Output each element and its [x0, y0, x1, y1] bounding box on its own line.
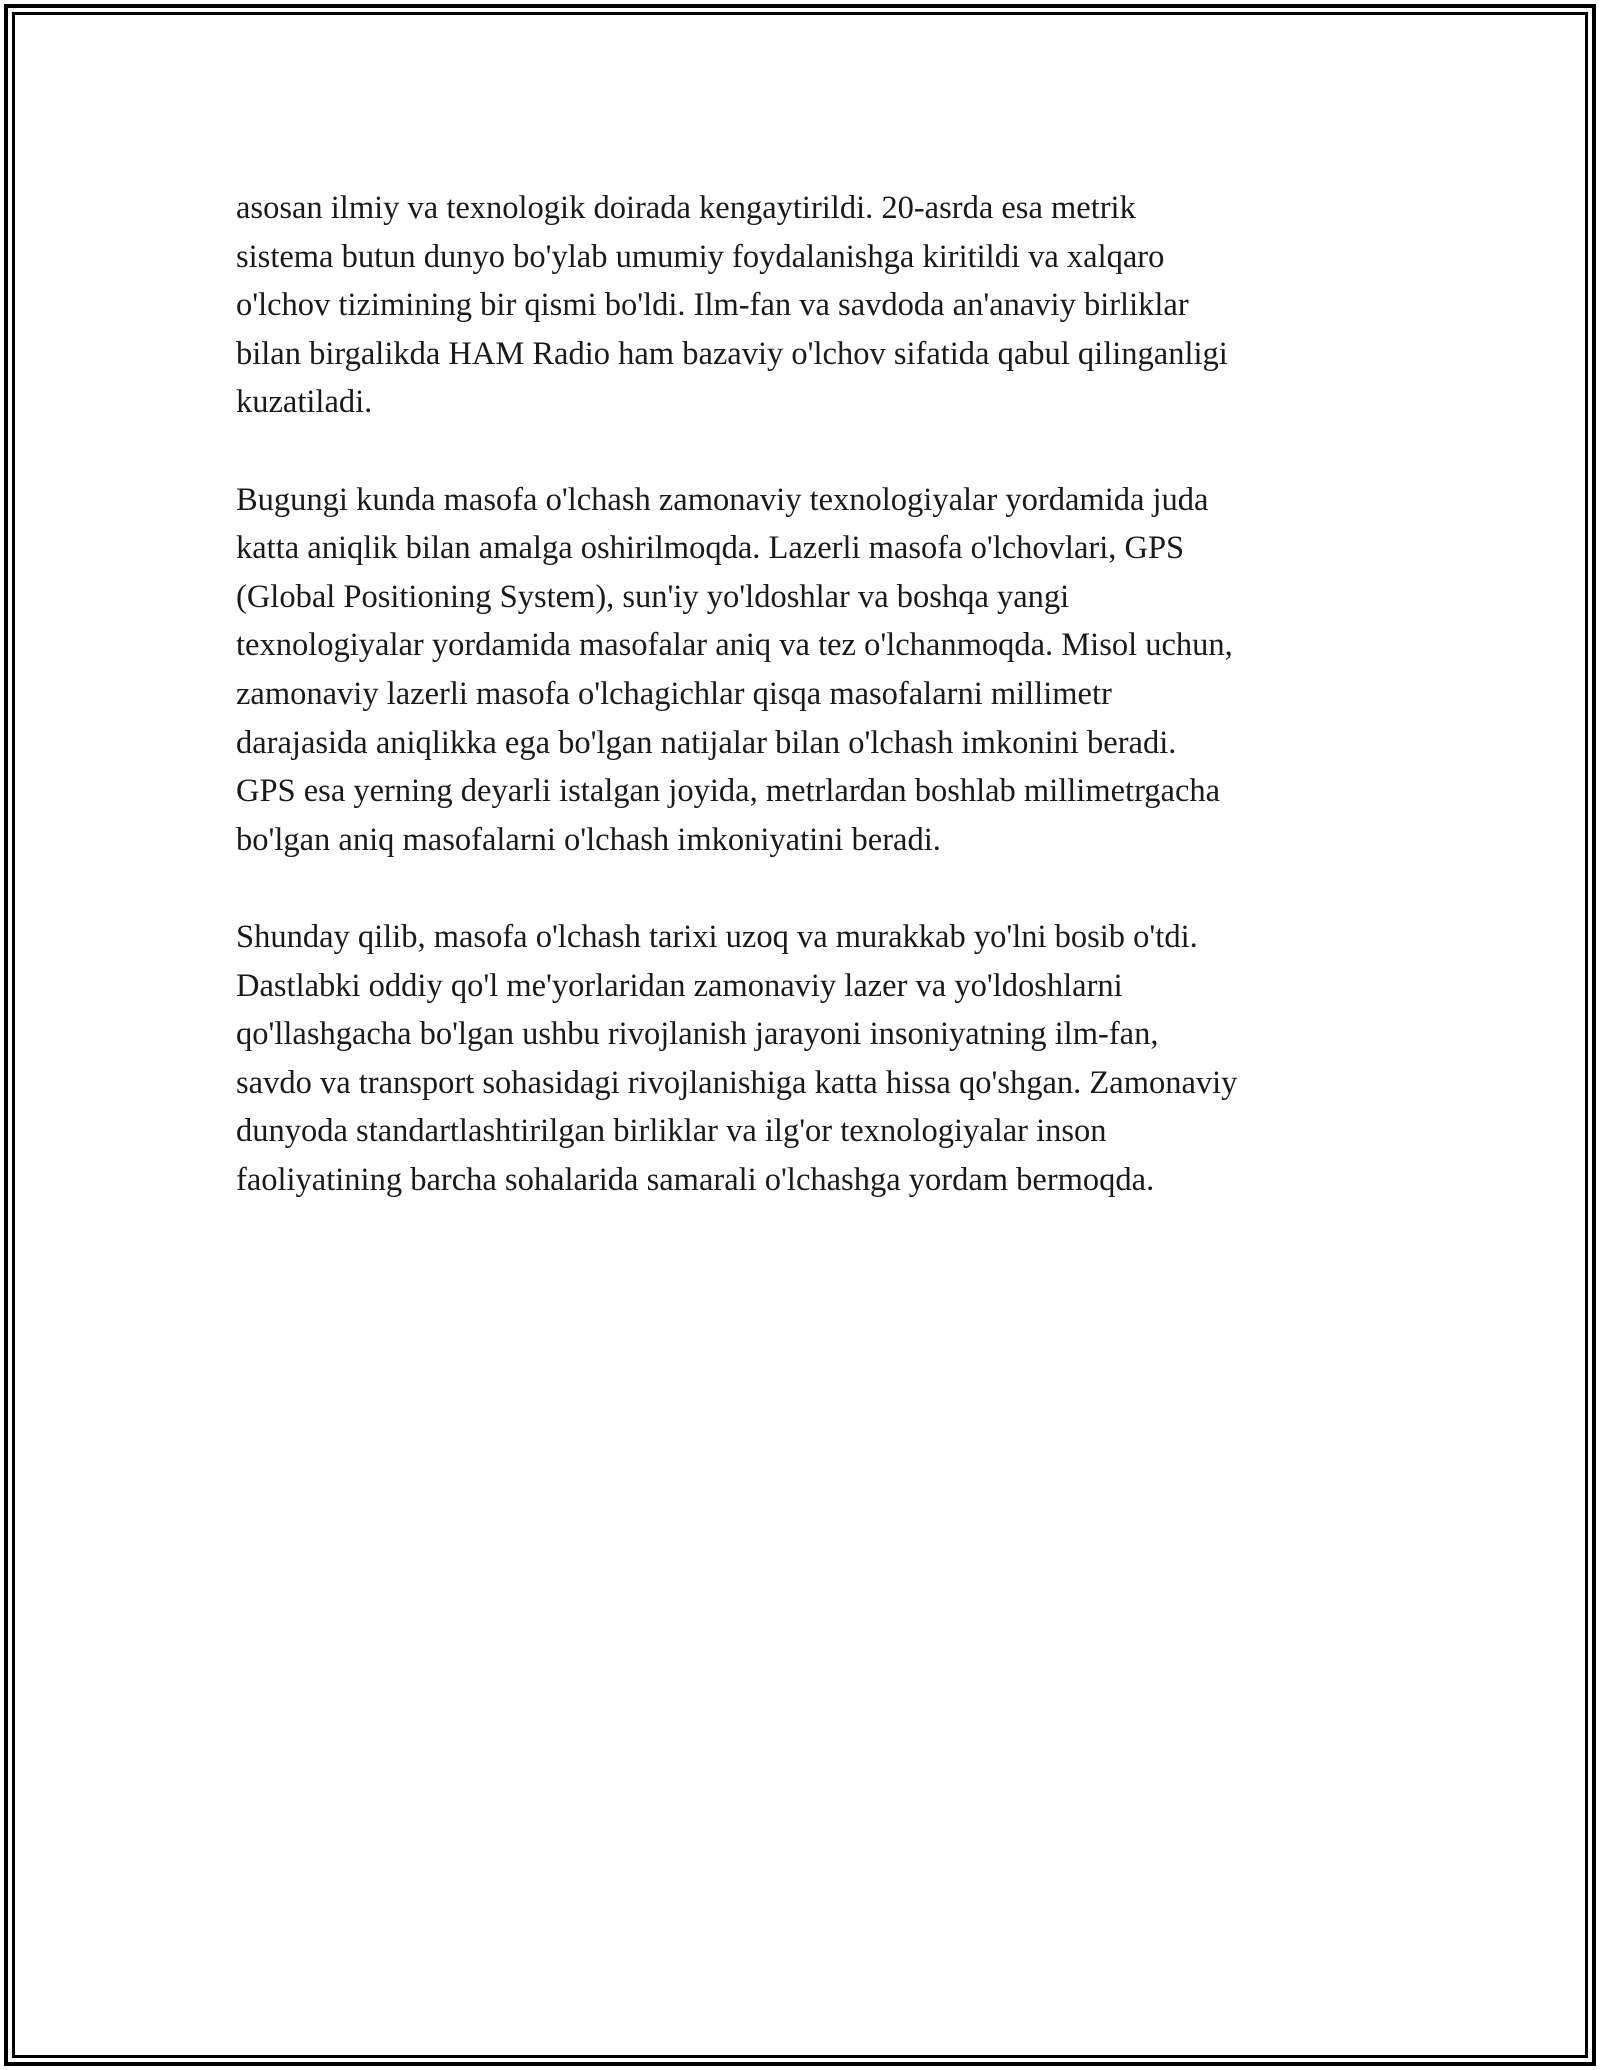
- text-line: bo'lgan aniq masofalarni o'lchash imkoniyatini beradi.: [236, 821, 941, 858]
- text-line: bilan birgalikda HAM Radio ham bazaviy o'lchov sifatida qabul qilinganligi: [236, 335, 1228, 372]
- text-line: darajasida aniqlikka ega bo'lgan natijalar bilan o'lchash imkonini beradi.: [236, 724, 1177, 761]
- text-line: Dastlabki oddiy qo'l me'yorlaridan zamonaviy lazer va yo'ldoshlarni: [236, 967, 1123, 1004]
- paragraph-modern-technology: [236, 476, 1386, 865]
- text-line: katta aniqlik bilan amalga oshirilmoqda. Lazerli masofa o'lchovlari, GPS: [236, 530, 1185, 567]
- text-line: Shunday qilib, masofa o'lchash tarixi uzoq va murakkab yo'lni bosib o'tdi.: [236, 918, 1198, 955]
- text-line: (Global Positioning System), sun'iy yo'ldoshlar va boshqa yangi: [236, 578, 1070, 615]
- paragraph-conclusion: [236, 913, 1386, 1205]
- text-line: Bugungi kunda masofa o'lchash zamonaviy texnologiyalar yordamida juda: [236, 481, 1209, 518]
- text-line: GPS esa yerning deyarli istalgan joyida, metrlardan boshlab millimetrgacha: [236, 773, 1221, 810]
- document-body: [236, 184, 1386, 1253]
- text-line: qo'llashgacha bo'lgan ushbu rivojlanish jarayoni insoniyatning ilm-fan,: [236, 1016, 1159, 1053]
- paragraph-metric-system: [236, 184, 1386, 427]
- text-line: asosan ilmiy va texnologik doirada kengaytirildi. 20-asrda esa metrik: [236, 190, 1136, 226]
- text-line: zamonaviy lazerli masofa o'lchagichlar qisqa masofalarni millimetr: [236, 675, 1112, 712]
- text-line: texnologiyalar yordamida masofalar aniq va tez o'lchanmoqda. Misol uchun,: [236, 627, 1233, 664]
- text-line: faoliyatining barcha sohalarida samarali o'lchashga yordam bermoqda.: [236, 1161, 1155, 1198]
- text-line: kuzatiladi.: [236, 384, 373, 421]
- text-line: dunyoda standartlashtirilgan birliklar va ilg'or texnologiyalar inson: [236, 1113, 1107, 1150]
- text-line: sistema butun dunyo bo'ylab umumiy foydalanishga kiritildi va xalqaro: [236, 238, 1165, 275]
- text-line: o'lchov tizimining bir qismi bo'ldi. Ilm-fan va savdoda an'anaviy birliklar: [236, 287, 1189, 324]
- text-line: savdo va transport sohasidagi rivojlanishiga katta hissa qo'shgan. Zamonaviy: [236, 1064, 1238, 1101]
